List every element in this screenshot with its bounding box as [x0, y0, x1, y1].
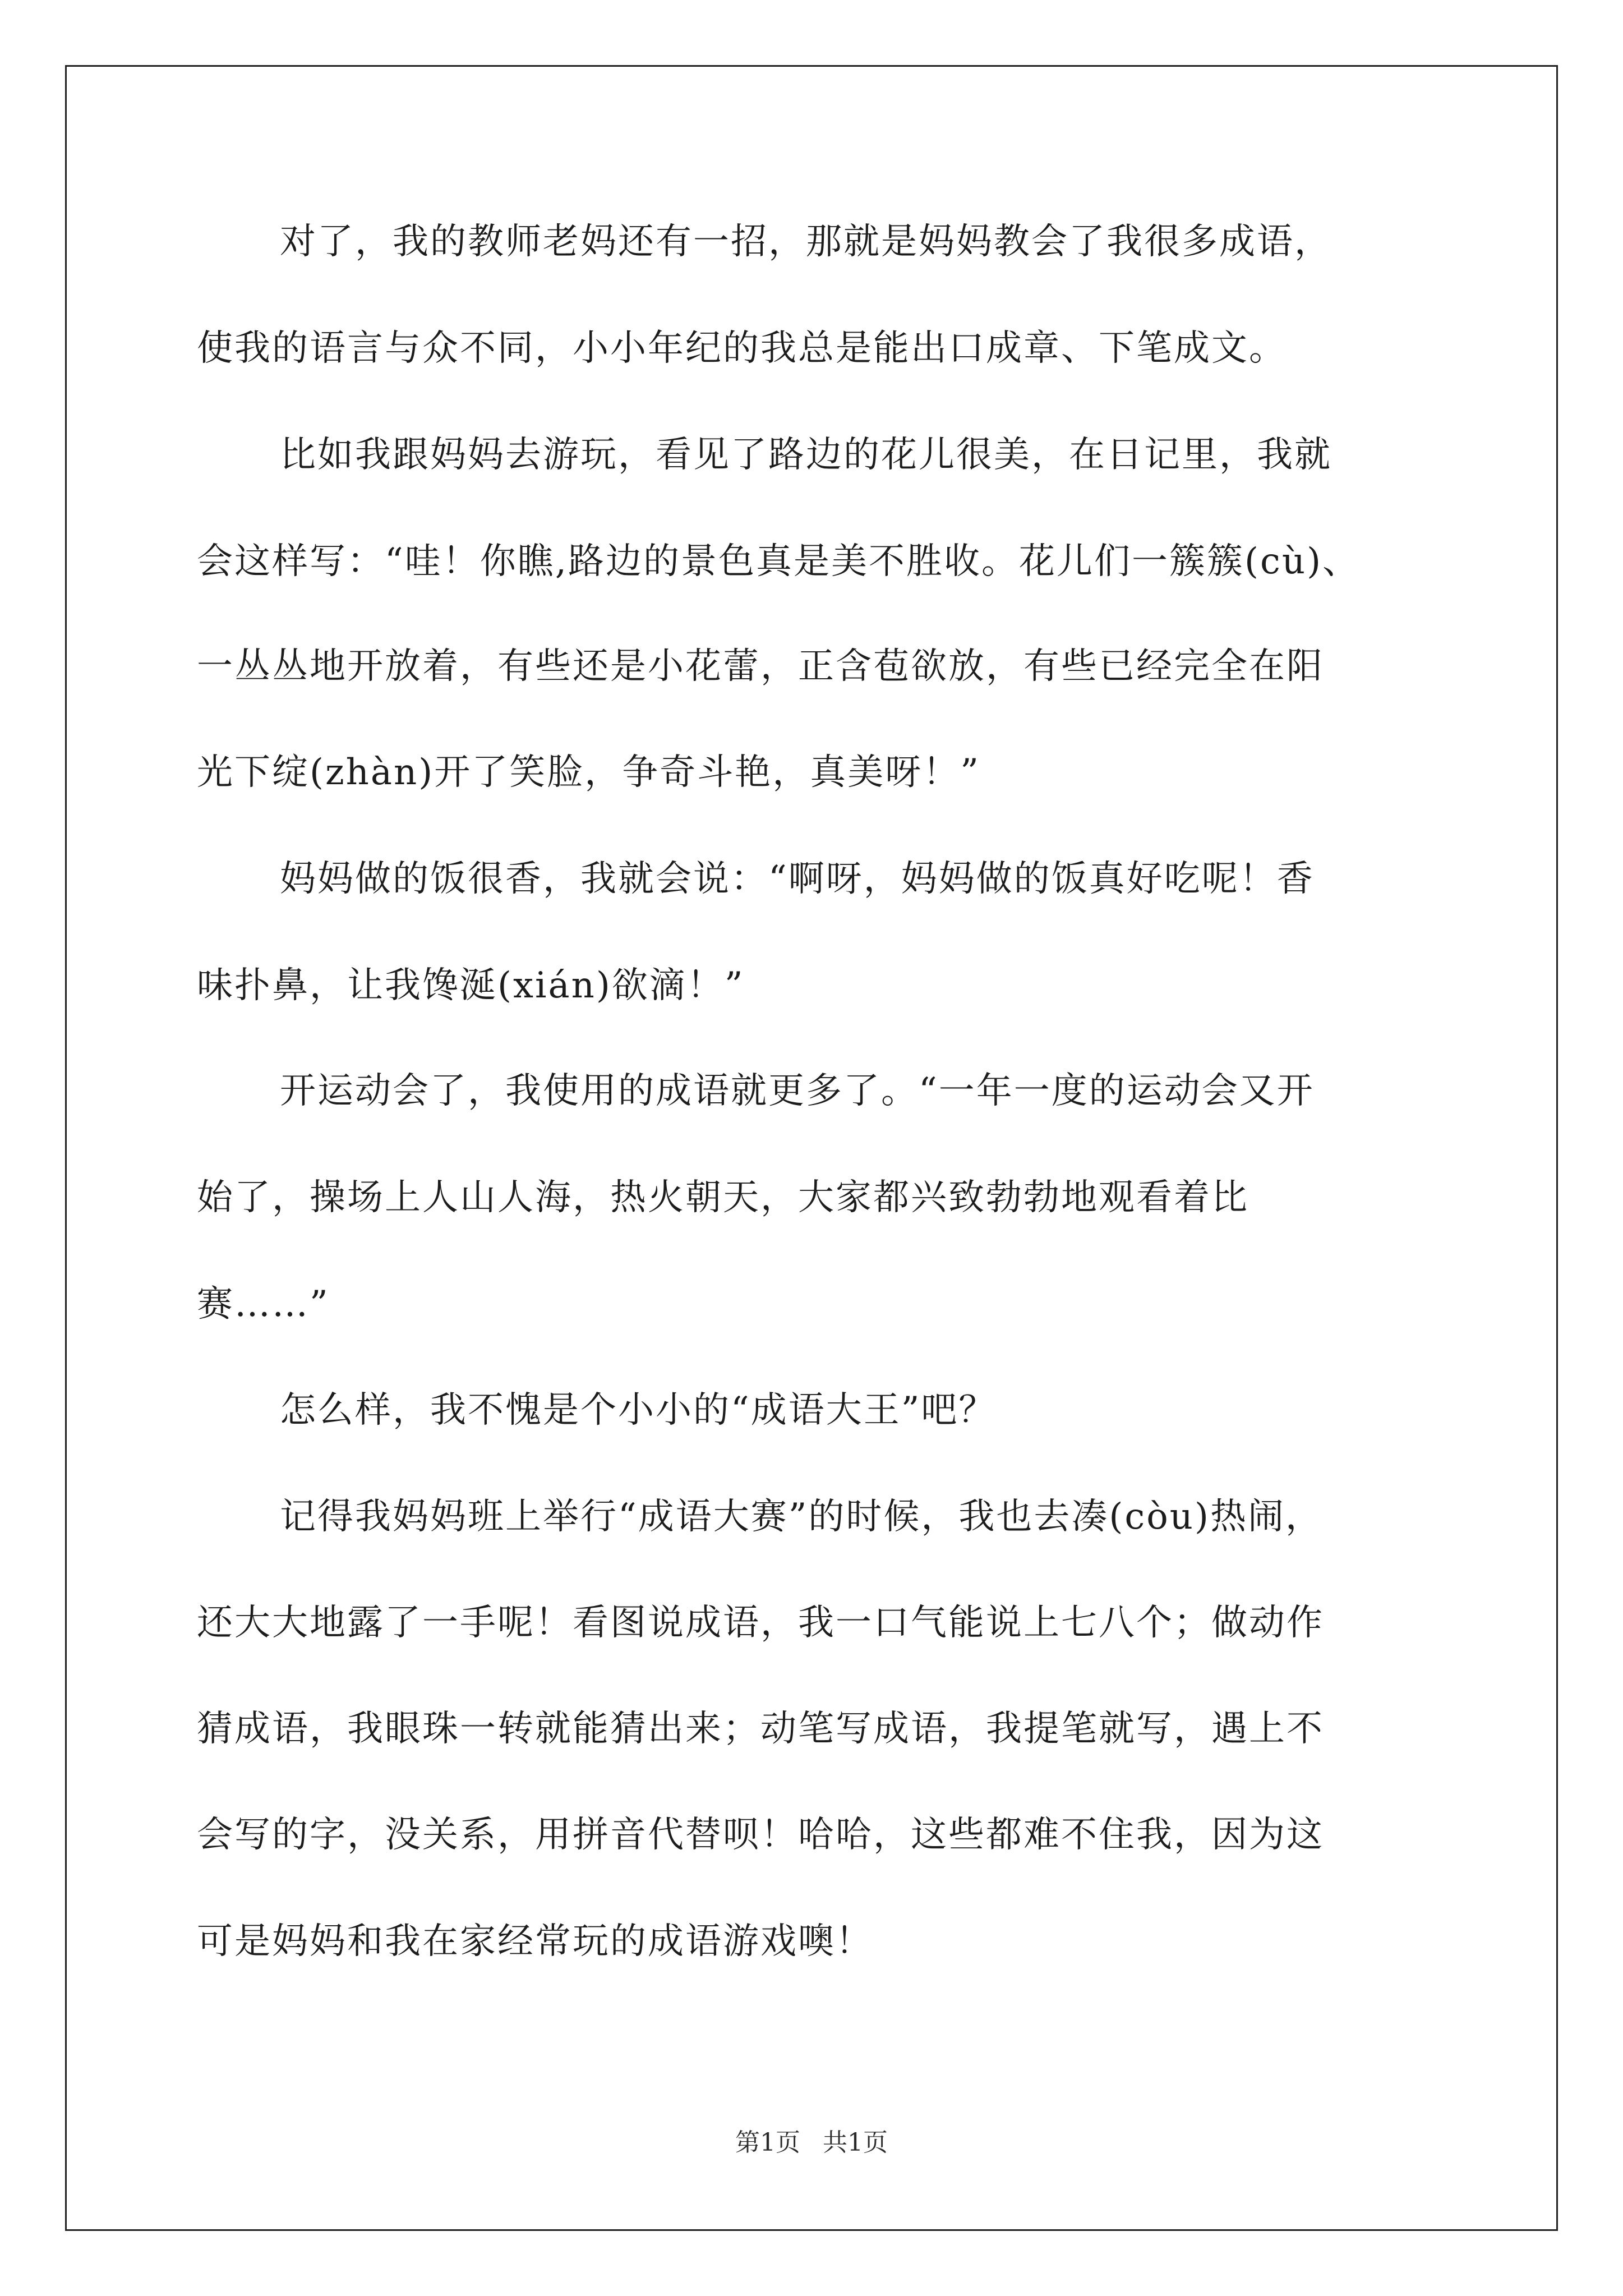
text-line: 使我的语言与众不同，小小年纪的我总是能出口成章、下笔成文。 [197, 328, 1287, 369]
text-line: 妈妈做的饭很香，我就会说：“啊呀，妈妈做的饭真好吃呢！香 [280, 858, 1315, 900]
page-border [65, 65, 1558, 2231]
text-line: 还大大地露了一手呢！看图说成语，我一口气能说上七八个；做动作 [197, 1602, 1324, 1644]
text-line: 对了，我的教师老妈还有一招，那就是妈妈教会了我很多成语， [280, 221, 1332, 263]
text-line: 会这样写：“哇！你瞧,路边的景色真是美不胜收。花儿们一簇簇(cù)、 [197, 541, 1361, 582]
text-line: 记得我妈妈班上举行“成语大赛”的时候，我也去凑(còu)热闹， [280, 1496, 1323, 1538]
text-line: 怎么样，我不愧是个小小的“成语大王”吧？ [280, 1389, 997, 1431]
text-line: 开运动会了，我使用的成语就更多了。“一年一度的运动会又开 [280, 1070, 1315, 1112]
text-line: 猜成语，我眼珠一转就能猜出来；动笔写成语，我提笔就写，遇上不 [197, 1708, 1324, 1750]
text-line: 可是妈妈和我在家经常玩的成语游戏噢！ [197, 1921, 873, 1962]
page-total: 共1页 [823, 2128, 888, 2157]
text-line: 光下绽(zhàn)开了笑脸，争奇斗艳，真美呀！” [197, 752, 980, 793]
page-number: 第1页 [735, 2128, 800, 2157]
text-line: 一丛丛地开放着，有些还是小花蕾，正含苞欲放，有些已经完全在阳 [197, 646, 1324, 687]
text-line: 会写的字，没关系，用拼音代替呗！哈哈，这些都难不住我，因为这 [197, 1814, 1324, 1856]
text-line: 赛……” [197, 1283, 330, 1325]
page-footer [0, 2126, 1623, 2160]
text-line: 味扑鼻，让我馋涎(xián)欲滴！” [197, 965, 745, 1006]
text-line: 始了，操场上人山人海，热火朝天，大家都兴致勃勃地观看着比 [197, 1177, 1249, 1218]
text-line: 比如我跟妈妈去游玩，看见了路边的花儿很美，在日记里，我就 [280, 434, 1332, 476]
